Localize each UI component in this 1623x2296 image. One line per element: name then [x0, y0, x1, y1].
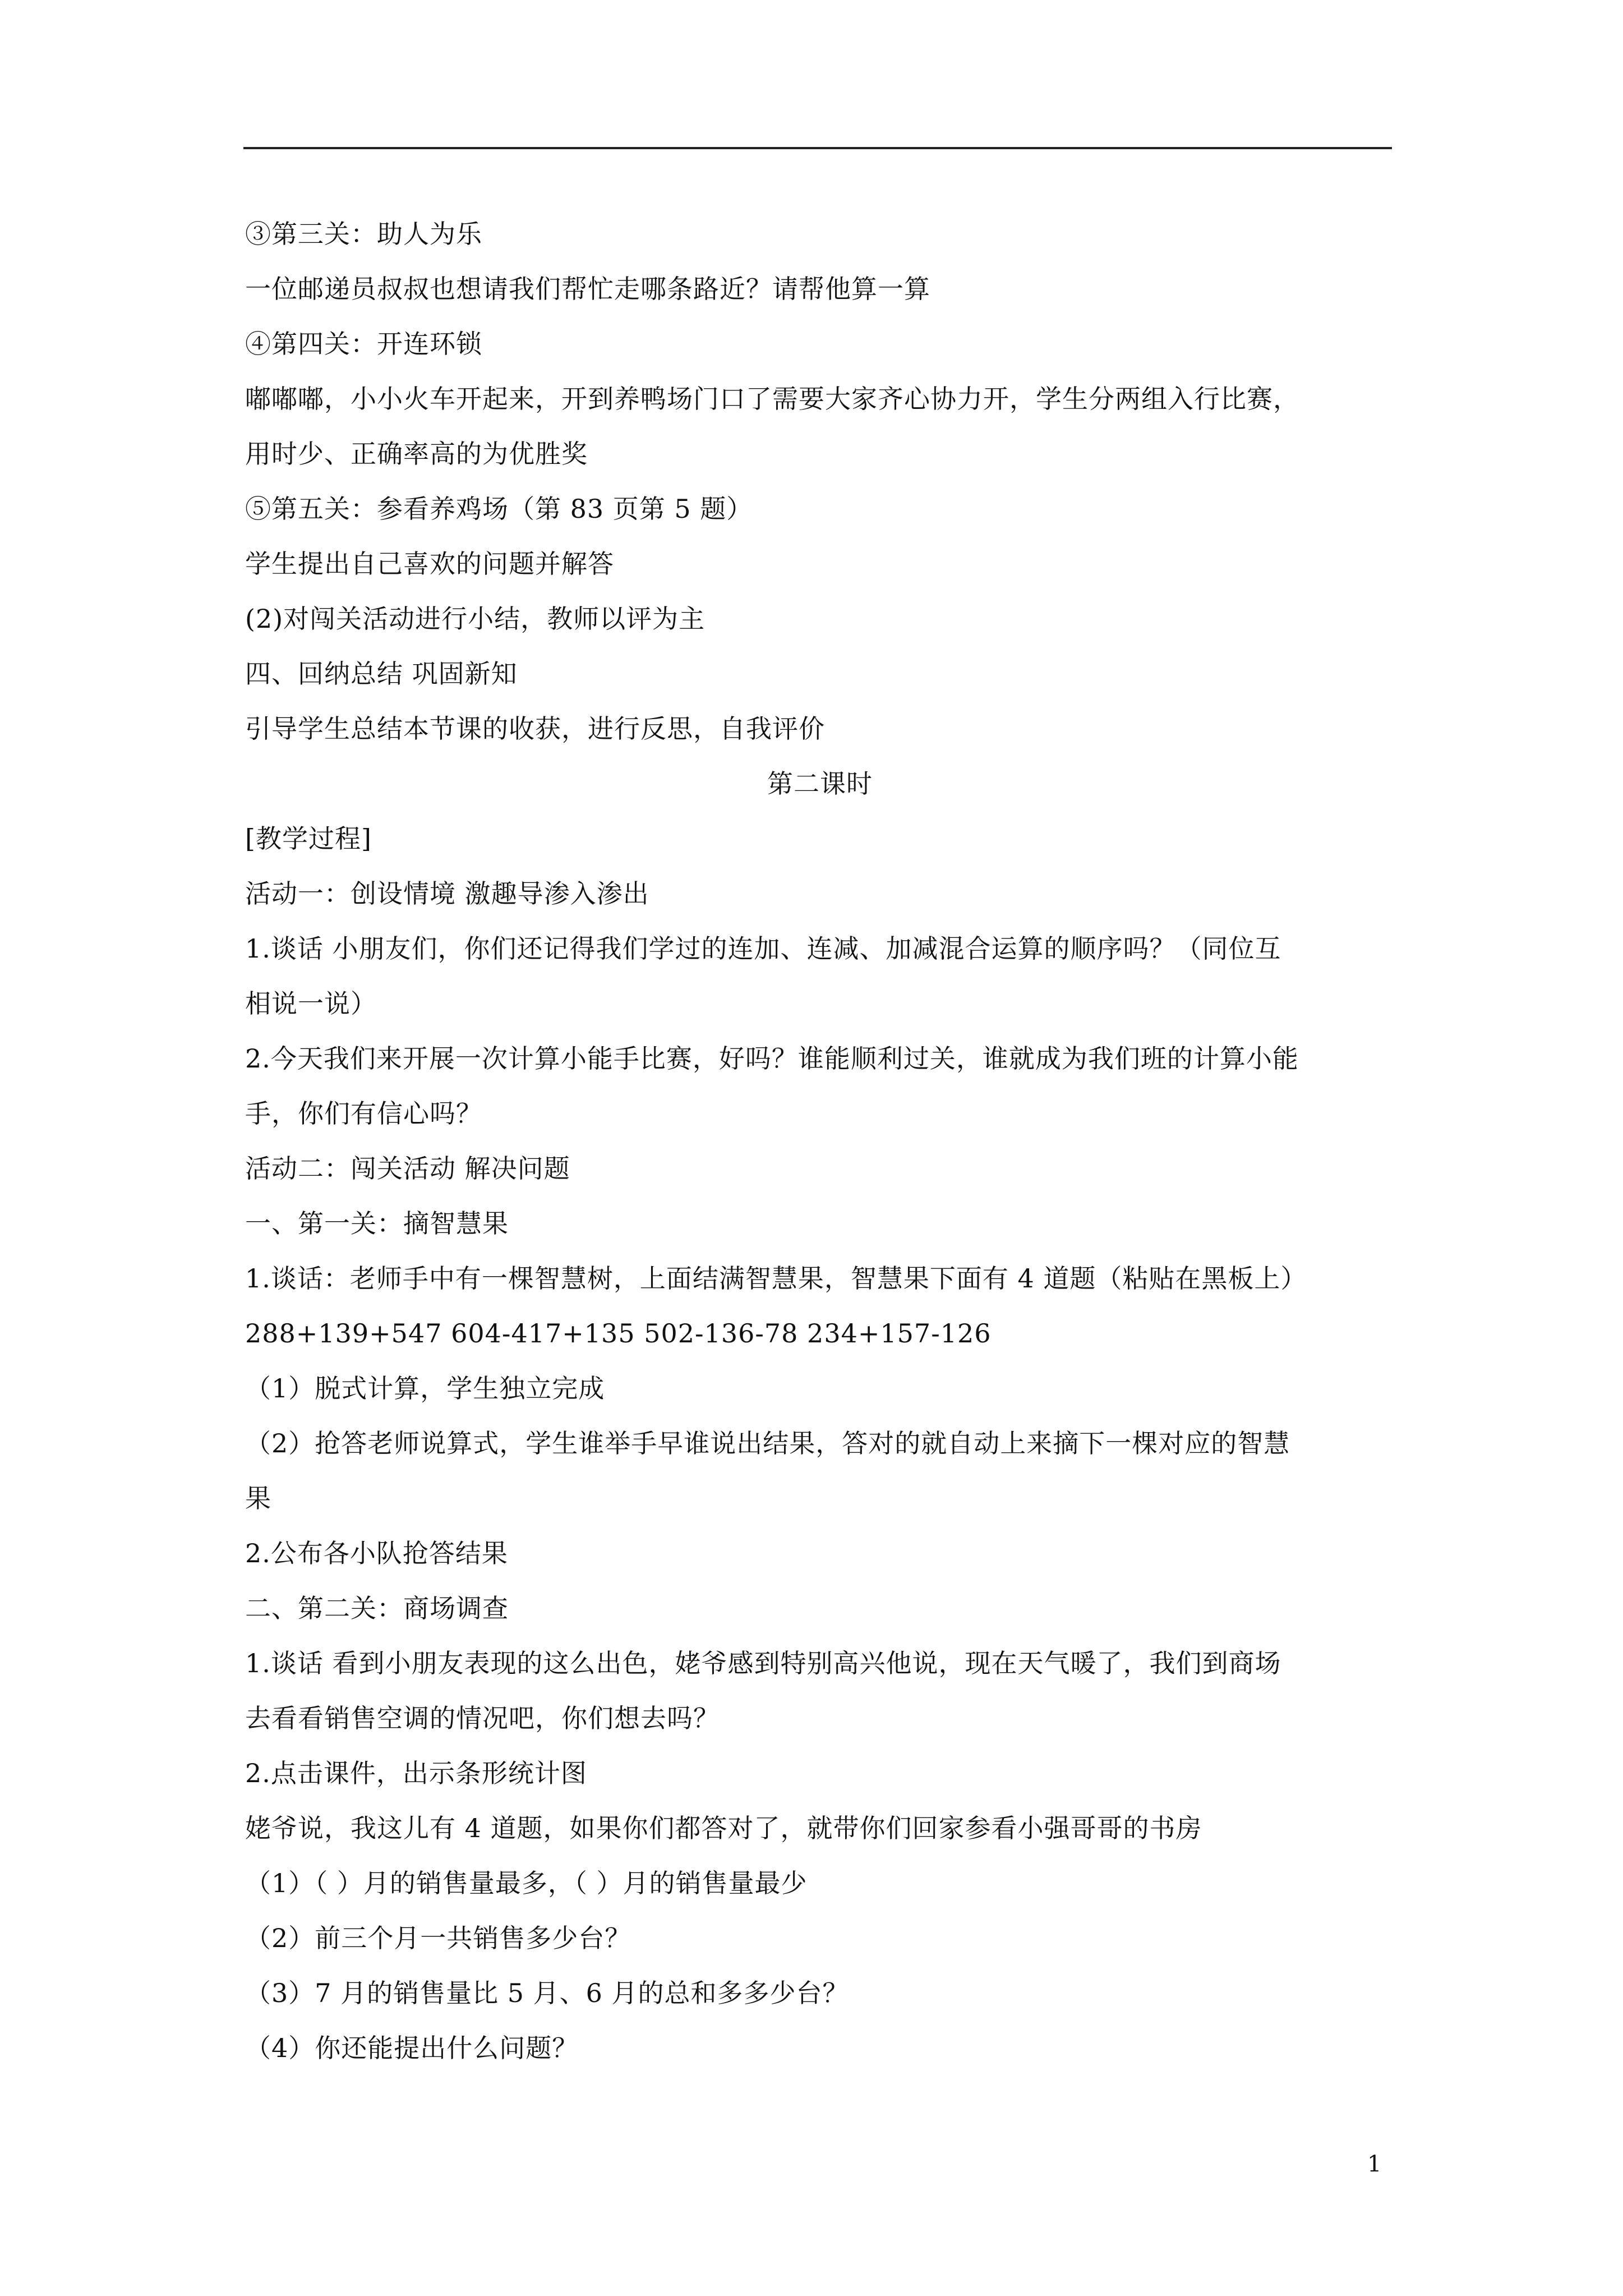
question-item: （4）你还能提出什么问题？	[245, 2033, 579, 2063]
lesson-title: 第二课时	[767, 769, 873, 799]
paragraph-line: 2.公布各小队抢答结果	[245, 1538, 508, 1568]
paragraph-line: ⑤第五关：参看养鸡场（第 83 页第 5 题）	[245, 494, 753, 524]
paragraph-line: 学生提出自己喜欢的问题并解答	[245, 549, 614, 579]
paragraph-line: 嘟嘟嘟，小小火车开起来，开到养鸭场门口了需要大家齐心协力开，学生分两组入行比赛，	[245, 384, 1299, 414]
paragraph-line: 1.谈话 看到小朋友表现的这么出色，姥爷感到特别高兴他说，现在天气暖了，我们到商场	[245, 1648, 1281, 1678]
question-item: （2）前三个月一共销售多少台？	[245, 1923, 631, 1953]
paragraph-line: 1.谈话：老师手中有一棵智慧树，上面结满智慧果，智慧果下面有 4 道题（粘贴在黑板上）	[245, 1263, 1307, 1294]
paragraph-line: （1）脱式计算，学生独立完成	[245, 1373, 605, 1404]
paragraph-line: (2)对闯关活动进行小结，教师以评为主	[245, 604, 706, 634]
paragraph-line: 一位邮递员叔叔也想请我们帮忙走哪条路近？请帮他算一算	[245, 274, 930, 304]
question-item: （3）7 月的销售量比 5 月、6 月的总和多多少台？	[245, 1978, 849, 2008]
page-number: 1	[1367, 2151, 1382, 2177]
section-heading: [教学过程]	[245, 823, 372, 854]
paragraph-line: （2）抢答老师说算式，学生谁举手早谁说出结果，答对的就自动上来摘下一棵对应的智慧	[245, 1428, 1290, 1458]
paragraph-line: 手，你们有信心吗？	[245, 1098, 482, 1129]
header-rule	[243, 147, 1392, 149]
paragraph-line: 2.点击课件，出示条形统计图	[245, 1758, 587, 1788]
math-expressions: 288+139+547 604-417+135 502-136-78 234+157-126	[245, 1318, 992, 1349]
paragraph-line: 2.今天我们来开展一次计算小能手比赛，好吗？谁能顺利过关，谁就成为我们班的计算小能	[245, 1043, 1299, 1074]
document-body	[245, 206, 1395, 2076]
paragraph-line: 相说一说）	[245, 988, 377, 1019]
activity-heading: 活动二：闯关活动 解决问题	[245, 1153, 570, 1184]
question-item: （1）（ ）月的销售量最多，（ ）月的销售量最少	[245, 1868, 808, 1898]
paragraph-line: 去看看销售空调的情况吧，你们想去吗？	[245, 1703, 720, 1733]
paragraph-line: ④第四关：开连环锁	[245, 329, 482, 359]
section-heading: 一、第一关：摘智慧果	[245, 1208, 509, 1239]
paragraph-line: 引导学生总结本节课的收获，进行反思，自我评价	[245, 714, 825, 744]
paragraph-line: 1.谈话 小朋友们，你们还记得我们学过的连加、连减、加减混合运算的顺序吗？（同位互	[245, 933, 1281, 964]
section-heading: 四、回纳总结 巩固新知	[245, 659, 518, 689]
activity-heading: 活动一：创设情境 激趣导渗入渗出	[245, 878, 649, 909]
section-heading: 二、第二关：商场调查	[245, 1593, 509, 1623]
paragraph-line: 果	[245, 1483, 271, 1513]
paragraph-line: ③第三关：助人为乐	[245, 219, 482, 249]
paragraph-line: 用时少、正确率高的为优胜奖	[245, 439, 588, 469]
paragraph-line: 姥爷说，我这儿有 4 道题，如果你们都答对了，就带你们回家参看小强哥哥的书房	[245, 1813, 1202, 1843]
